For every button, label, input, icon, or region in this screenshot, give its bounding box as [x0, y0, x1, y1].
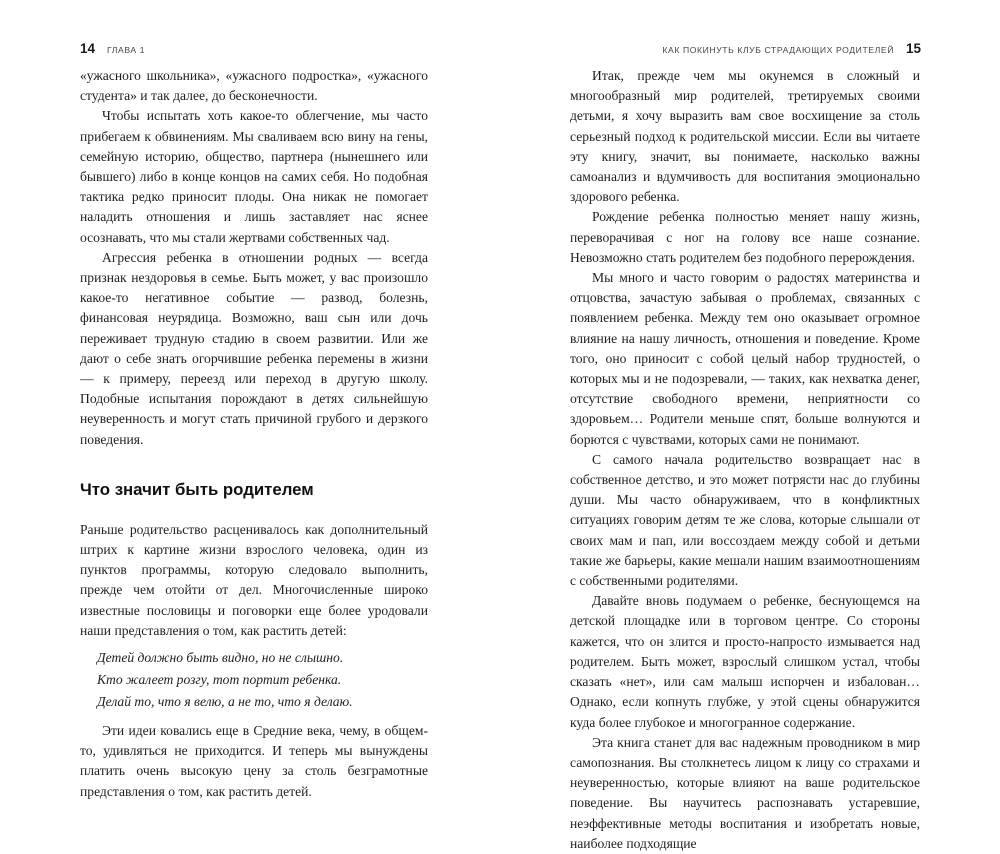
proverb-list: [97, 647, 428, 713]
right-page-header: [662, 41, 921, 56]
left-page-body: [80, 66, 428, 802]
paragraph: Рождение ребенка полностью меняет нашу жизнь, переворачивая с ног на голову все наше сознание. Невозможно стать родителем без подобного перерождения.: [570, 209, 920, 265]
paragraph: Чтобы испытать хоть какое-то облегчение, мы часто прибегаем к обвинениям. Мы сваливаем всю вину на гены, семейную историю, общество, партнера (нынешнего или бывшего) либо в конце концов на самих себя. Но подобная тактика редко приносит плоды. Она никак не помогает наладить отношения и лишь заставляет нас яснее осознавать, что мы стали жертвами собственных чад.: [80, 108, 428, 245]
paragraph: «ужасного школьника», «ужасного подростка», «ужасного студента» и так далее, до бесконечности.: [80, 68, 428, 104]
paragraph: Эти идеи ковались еще в Средние века, чему, в общем-то, удивляться не приходится. И теперь мы вынуждены платить очень высокую цену за столь безграмотные представления о том, как растить детей.: [80, 723, 428, 799]
section-heading: Что значит быть родителем: [80, 479, 314, 499]
paragraph: Давайте вновь подумаем о ребенке, беснующемся на детской площадке или в торговом центре. Со стороны кажется, что он злится и просто-напросто измывается над родителем. Быть может, взрослый слишком устал, чтобы сказать «нет», или сам малыш испорчен и избалован… Однако, если копнуть глубже, у этой сцены обнаружится куда более глубокое и многогранное содержание.: [570, 593, 920, 730]
paragraph: С самого начала родительство возвращает нас в собственное детство, и это может потрясти нас до глубины души. Мы часто обнаруживаем, что в конфликтных ситуациях говорим детям те же слова, которые слышали от своих мам и пап, или воссоздаем между собой и детьми такие же барьеры, какие мешали нашим взаимоотношениям с собственными родителями.: [570, 451, 920, 589]
paragraph: Агрессия ребенка в отношении родных — всегда признак нездоровья в семье. Быть может, у вас произошло какое-то негативное событие — развод, болезнь, финансовая неурядица. Возможно, ваш сын или дочь переживает трудную стадию в своем развитии. Или же дают о себе знать огорчившие ребенка перемены в жизни — к примеру, переезд или переход в другую школу. Подобные испытания порождают в детях сильнейшую неуверенность и могут стать причиной грубого и дерзкого поведения.: [80, 249, 428, 447]
left-page: [0, 0, 500, 799]
paragraph: Итак, прежде чем мы окунемся в сложный и многообразный мир родителей, третируемых своими детьми, я хочу выразить вам свое восхищение за столь серьезный подход к родительской миссии. Если вы читаете эту книгу, значит, вы понимаете, насколько важны самоанализ и вдумчивость для воспитания эмоционально здорового ребенка.: [570, 68, 920, 205]
proverb-quote: Детей должно быть видно, но не слышно.: [97, 650, 344, 666]
left-page-header: [80, 41, 145, 56]
right-page-body: [570, 66, 920, 854]
running-head: КАК ПОКИНУТЬ КЛУБ СТРАДАЮЩИХ РОДИТЕЛЕЙ: [662, 45, 894, 55]
running-head: ГЛАВА 1: [107, 45, 146, 55]
paragraph: Раньше родительство расценивалось как дополнительный штрих к картине жизни взрослого человека, один из пунктов программы, которую следовало выполнить, прежде чем отойти от дел. Многочисленные широко известные пословицы и поговорки еще более уродовали наши представления о том, как растить детей:: [80, 521, 428, 638]
paragraph: Эта книга станет для вас надежным проводником в мир самопознания. Вы столкнетесь лицом к лицу со страхами и неуверенностью, которые влияют на ваше родительское поведение. Вы научитесь распознавать устаревшие, неэффективные методы воспитания и изобретать новые, наиболее подходящие: [570, 734, 920, 851]
proverb-quote: Делай то, что я велю, а не то, что я делаю.: [97, 694, 353, 710]
right-page: [500, 0, 1000, 851]
paragraph: Мы много и часто говорим о радостях материнства и отцовства, зачастую забывая о проблемах, связанных с появлением ребенка. Между тем оно оказывает огромное влияние на нашу личность, отношения и поведение. Кроме того, оно приносит с собой целый набор трудностей, о которых мы и не подозревали, — таких, как нехватка денег, отсутствие свободного времени, неприятности со здоровьем… Родители меньше спят, больше волнуются и борются с чувствами, которых сами не понимают.: [570, 270, 920, 447]
page-number: 14: [80, 41, 96, 56]
page-number: 15: [905, 41, 921, 56]
proverb-quote: Кто жалеет розгу, тот портит ребенка.: [97, 672, 342, 688]
